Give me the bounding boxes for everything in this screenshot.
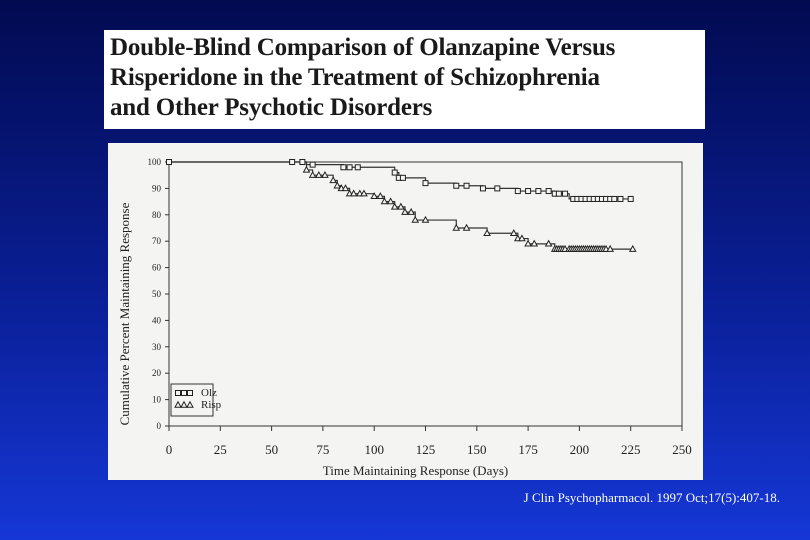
data-point-olz (341, 165, 346, 170)
y-tick-label: 60 (152, 262, 161, 273)
data-point-olz (392, 170, 397, 175)
y-tick-label: 80 (152, 209, 161, 220)
x-tick-label: 25 (213, 442, 227, 457)
title-line-1: Double-Blind Comparison of Olanzapine Versus (110, 34, 616, 61)
data-point-olz (536, 189, 541, 194)
legend-marker-olz (188, 391, 193, 396)
kaplan-meier-chart (108, 143, 703, 480)
data-point-olz (423, 181, 428, 186)
data-point-olz (400, 175, 405, 180)
x-axis-label: Time Maintaining Response (Days) (322, 463, 509, 478)
x-tick-label: 225 (620, 442, 641, 457)
data-point-olz (612, 196, 617, 201)
title-line-2: Risperidone in the Treatment of Schizophrenia (110, 64, 600, 91)
data-point-olz (480, 186, 485, 191)
chart-panel (108, 143, 703, 480)
y-tick-label: 90 (152, 183, 161, 194)
legend (171, 384, 222, 416)
x-tick-label: 200 (569, 442, 590, 457)
x-tick-label: 175 (518, 442, 538, 457)
data-point-olz (628, 196, 633, 201)
y-tick-label: 100 (147, 157, 161, 167)
y-tick-label: 50 (152, 289, 161, 299)
legend-marker-olz (176, 391, 181, 396)
title-panel (104, 30, 705, 129)
y-tick-label: 70 (152, 236, 161, 247)
title-line-3: and Other Psychotic Disorders (110, 94, 433, 121)
data-point-olz (454, 183, 459, 188)
data-point-olz (347, 165, 352, 170)
x-tick-label: 0 (165, 442, 173, 457)
y-tick-label: 20 (152, 368, 161, 379)
data-point-olz (310, 162, 315, 167)
data-point-olz (515, 189, 520, 194)
x-tick-label: 100 (364, 442, 384, 457)
data-point-olz (290, 160, 295, 165)
x-tick-label: 250 (672, 442, 692, 457)
legend-marker-olz (182, 391, 187, 396)
x-tick-label: 125 (415, 442, 436, 457)
data-point-olz (563, 191, 568, 196)
y-tick-label: 30 (152, 341, 161, 352)
data-point-olz (300, 160, 305, 165)
data-point-olz (167, 160, 172, 165)
data-point-olz (618, 196, 623, 201)
data-point-olz (464, 183, 469, 188)
data-point-olz (556, 191, 561, 196)
x-tick-label: 75 (316, 442, 330, 457)
data-point-olz (526, 189, 531, 194)
x-tick-label: 50 (265, 442, 279, 457)
y-tick-label: 40 (152, 315, 161, 326)
data-point-olz (355, 165, 360, 170)
legend-label-olz: Olz (201, 387, 217, 399)
y-tick-label: 10 (152, 394, 161, 405)
y-axis-label: Cumulative Percent Maintaining Response (117, 202, 132, 426)
data-point-olz (495, 186, 500, 191)
x-tick-label: 150 (467, 442, 487, 457)
citation: J Clin Psychopharmacol. 1997 Oct;17(5):407-18. (523, 490, 780, 505)
legend-label-risp: Risp (201, 399, 222, 411)
data-point-olz (546, 189, 551, 194)
y-tick-label: 0 (156, 421, 161, 431)
